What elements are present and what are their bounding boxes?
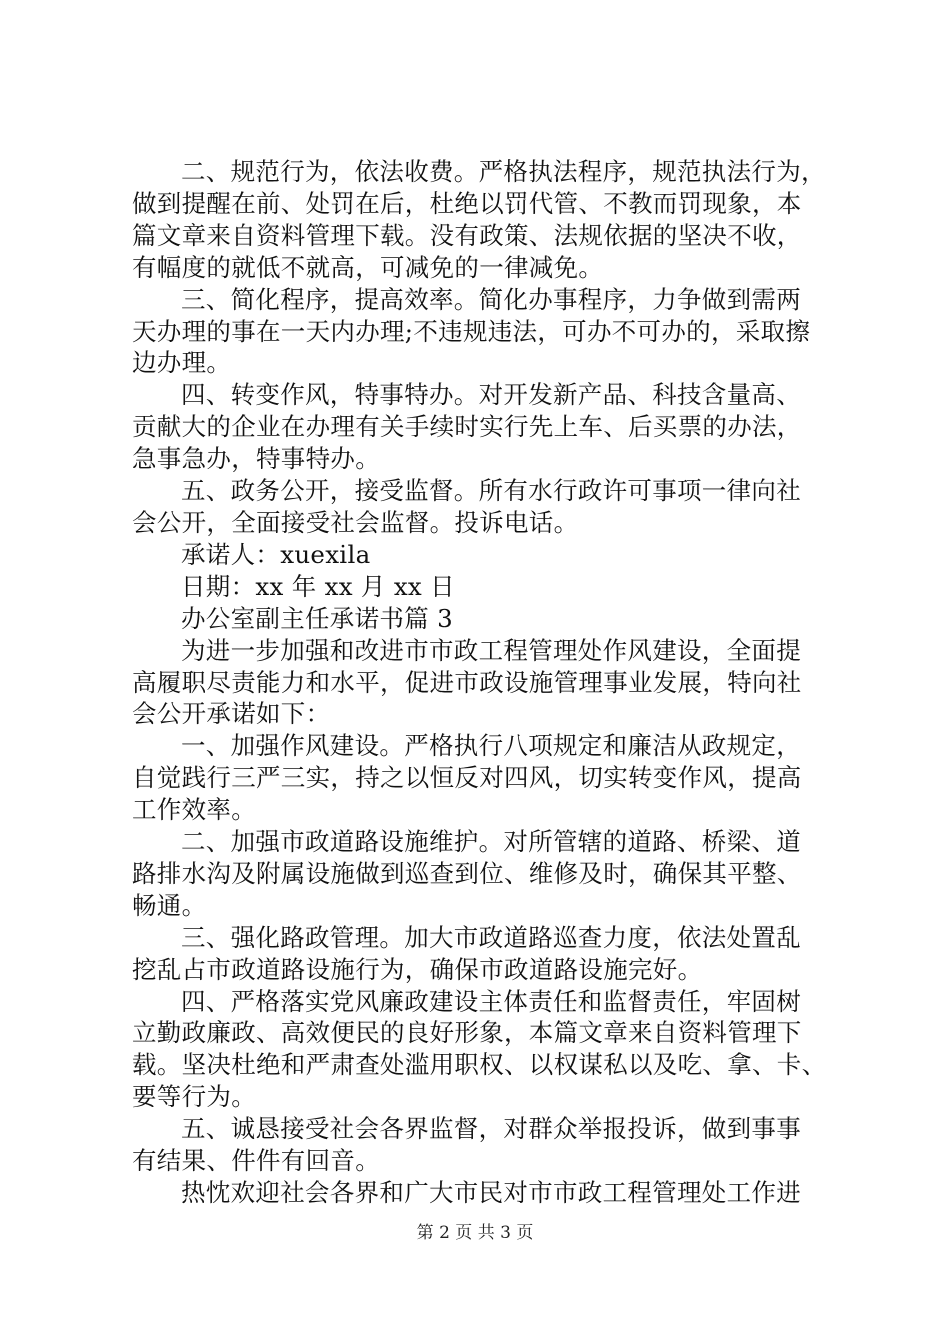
text-line: 立勤政廉政、高效便民的良好形象，本篇文章来自资料管理下 — [132, 1018, 802, 1048]
text-line: 日期：xx 年 xx 月 xx 日 — [181, 571, 455, 601]
text-line: 工作效率。 — [132, 795, 256, 825]
paragraph — [132, 826, 832, 922]
text-line: 二、规范行为，依法收费。严格执法程序，规范执法行为， — [181, 157, 826, 186]
text-line: 三、强化路政管理。加大市政道路巡查力度，依法处置乱 — [181, 922, 801, 952]
text-line: 急事急办，特事特办。 — [132, 444, 380, 474]
paragraph — [132, 1177, 832, 1209]
text-line: 做到提醒在前、处罚在后，杜绝以罚代管、不教而罚现象，本 — [132, 188, 802, 218]
text-line: 四、转变作风，特事特办。对开发新产品、科技含量高、 — [181, 380, 801, 410]
text-line: 四、严格落实党风廉政建设主体责任和监督责任，牢固树 — [181, 986, 801, 1016]
text-line: 天办理的事在一天内办理;不违规违法，可办不可办的，采取擦 — [132, 316, 811, 346]
text-line: 畅通。 — [132, 890, 207, 920]
text-line: 有幅度的就低不就高，可减免的一律减免。 — [132, 252, 604, 282]
text-line: 高履职尽责能力和水平，促进市政设施管理事业发展，特向社 — [132, 667, 802, 697]
text-line: 承诺人：xuexila — [181, 539, 371, 569]
text-line: 五、诚恳接受社会各界监督，对群众举报投诉，做到事事 — [181, 1114, 801, 1144]
paragraph — [132, 922, 832, 986]
text-line: 贡献大的企业在办理有关手续时实行先上车、后买票的办法， — [132, 412, 802, 442]
page-footer: 第 2 页 共 3 页 — [416, 1223, 534, 1243]
paragraph — [132, 284, 832, 380]
paragraph — [132, 379, 832, 475]
text-line: 要等行为。 — [132, 1082, 256, 1112]
paragraph — [132, 539, 832, 571]
paragraph — [132, 156, 832, 284]
text-line: 边办理。 — [132, 348, 232, 378]
paragraph — [132, 571, 832, 603]
document-body — [132, 156, 832, 1209]
paragraph — [132, 475, 832, 539]
text-line: 自觉践行三严三实，持之以恒反对四风，切实转变作风，提高 — [132, 763, 802, 793]
text-line: 路排水沟及附属设施做到巡查到位、维修及时，确保其平整、 — [132, 858, 802, 888]
paragraph — [132, 730, 832, 826]
text-line: 为进一步加强和改进市市政工程管理处作风建设，全面提 — [181, 635, 801, 665]
text-line: 篇文章来自资料管理下载。没有政策、法规依据的坚决不收， — [132, 220, 802, 250]
text-line: 五、政务公开，接受监督。所有水行政许可事项一律向社 — [181, 476, 801, 506]
text-line: 会公开承诺如下： — [132, 699, 331, 729]
text-line: 有结果、件件有回音。 — [132, 1146, 380, 1176]
text-line: 载。坚决杜绝和严肃查处滥用职权、以权谋私以及吃、拿、卡、 — [132, 1050, 827, 1080]
text-line: 会公开，全面接受社会监督。投诉电话。 — [132, 507, 579, 537]
text-line: 热忱欢迎社会各界和广大市民对市市政工程管理处工作进 — [181, 1178, 801, 1207]
paragraph — [132, 603, 832, 635]
text-line: 办公室副主任承诺书篇 3 — [181, 603, 453, 633]
paragraph — [132, 635, 832, 731]
text-line: 三、简化程序，提高效率。简化办事程序，力争做到需两 — [181, 284, 801, 314]
paragraph — [132, 1113, 832, 1177]
text-line: 挖乱占市政道路设施行为，确保市政道路设施完好。 — [132, 954, 703, 984]
text-line: 一、加强作风建设。严格执行八项规定和廉洁从政规定， — [181, 731, 801, 761]
paragraph — [132, 986, 832, 1114]
text-line: 二、加强市政道路设施维护。对所管辖的道路、桥梁、道 — [181, 827, 801, 857]
